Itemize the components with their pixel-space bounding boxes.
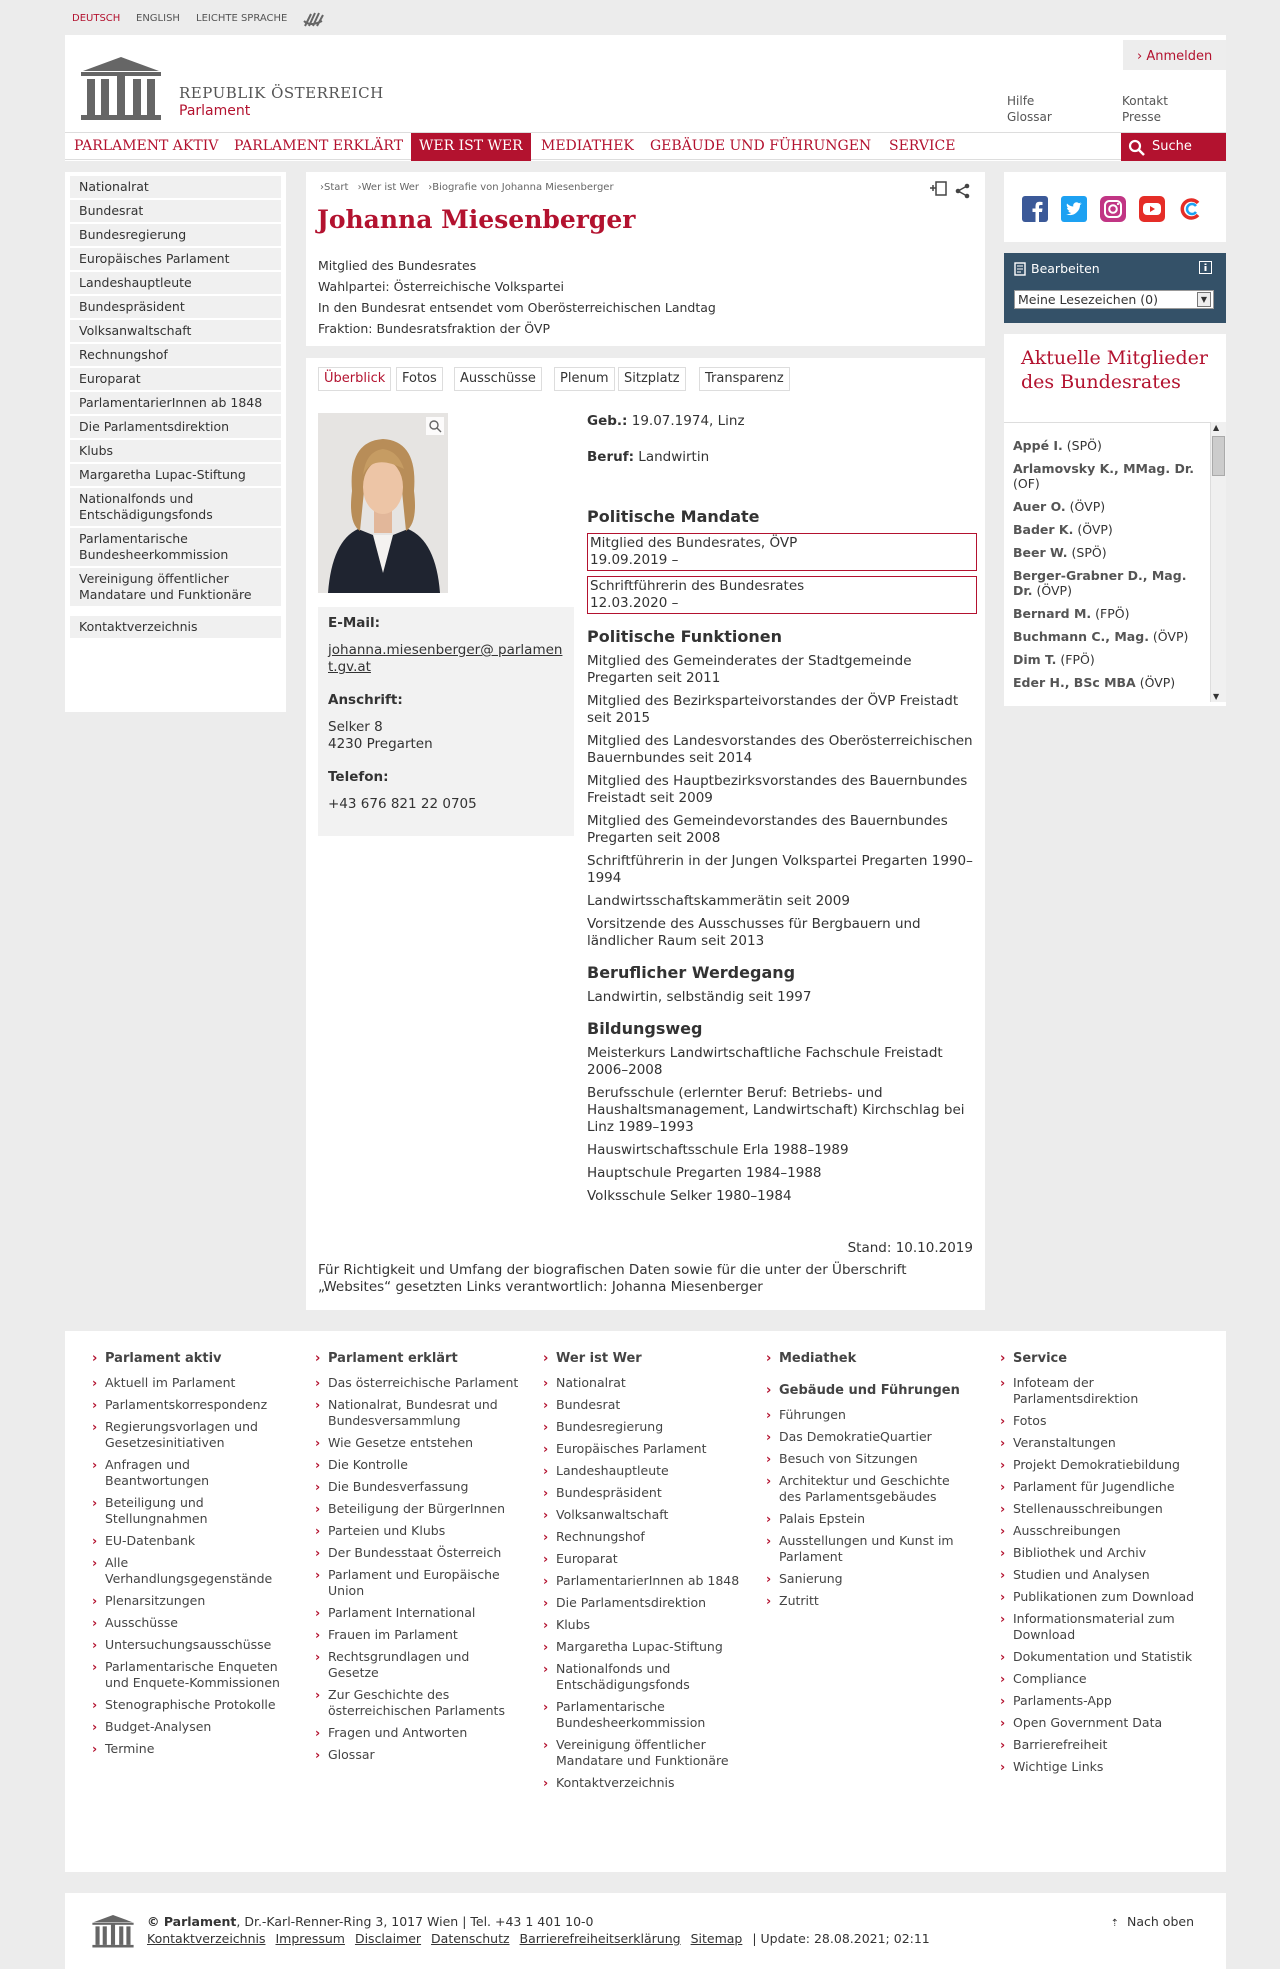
bio-details	[587, 413, 977, 1211]
footer-link-sitemap[interactable]: Sitemap	[690, 1931, 743, 1946]
instagram-icon[interactable]	[1100, 196, 1126, 222]
sidebar-item-landeshauptleute[interactable]: Landeshauptleute	[70, 272, 281, 296]
footer-heading[interactable]: › Mediathek	[766, 1351, 971, 1367]
footer-link[interactable]: › Stellenausschreibungen	[1000, 1501, 1205, 1517]
phone-label: Telefon:	[328, 769, 389, 785]
member-party: (ÖVP)	[1077, 522, 1113, 537]
sidebar-item-nationalfonds[interactable]: Nationalfonds und Entschädigungsfonds	[70, 488, 281, 528]
member-item[interactable]	[1013, 652, 1203, 667]
scroll-down-icon[interactable]: ▼	[1213, 692, 1220, 701]
member-item[interactable]	[1013, 606, 1203, 621]
tab-sitzplatz[interactable]: Sitzplatz	[618, 367, 686, 391]
member-name: Dim T.	[1013, 652, 1057, 667]
footer-link[interactable]: › Untersuchungsausschüsse	[92, 1637, 297, 1653]
footer-link[interactable]: › Ausstellungen und Kunst im Parlament	[766, 1533, 971, 1565]
footer-link[interactable]: › Das österreichische Parlament	[315, 1375, 520, 1391]
footer-link[interactable]: › Beteiligung der BürgerInnen	[315, 1501, 520, 1517]
member-item[interactable]	[1013, 461, 1203, 491]
social-box	[1004, 172, 1226, 242]
footer-org: © Parlament	[147, 1914, 237, 1929]
footer-link[interactable]: › Margaretha Lupac-Stiftung	[543, 1639, 748, 1655]
footer-link[interactable]: › Rechnungshof	[543, 1529, 748, 1545]
funktionen-item: Schriftführerin in der Jungen Volkspartei Pregarten 1990–1994	[587, 853, 973, 886]
member-name: Auer O.	[1013, 499, 1066, 514]
footer-link[interactable]: › ParlamentarierInnen ab 1848	[543, 1573, 748, 1589]
footer-link[interactable]: › Termine	[92, 1741, 297, 1757]
kontakt-link[interactable]: Kontakt	[1122, 94, 1168, 108]
footer-link[interactable]: › Das DemokratieQuartier	[766, 1429, 971, 1445]
footer-link[interactable]: › Nationalfonds und Entschädigungsfonds	[543, 1661, 748, 1693]
tab-fotos[interactable]: Fotos	[396, 367, 443, 391]
email-label: E-Mail:	[328, 615, 381, 631]
edit-box	[1004, 253, 1226, 323]
bildung-heading: Bildungsweg	[587, 1019, 703, 1038]
footer-link[interactable]: › Zutritt	[766, 1593, 971, 1609]
footer-link[interactable]: › Regierungsvorlagen und Gesetzesinitiativen	[92, 1419, 297, 1451]
lang-leichte-sprache[interactable]: LEICHTE SPRACHE	[196, 13, 288, 24]
footer-link-barrierefreiheit[interactable]: Barrierefreiheitserklärung	[519, 1931, 681, 1946]
mandate-date: 12.03.2020 –	[590, 595, 679, 611]
contact-box	[318, 607, 574, 836]
geb-value: 19.07.1974, Linz	[631, 413, 745, 429]
footer-update: | Update: 28.08.2021; 02:11	[752, 1931, 930, 1946]
member-party: (SPÖ)	[1066, 438, 1102, 453]
footer-link[interactable]: › Nationalrat	[543, 1375, 748, 1391]
member-name: Eder H., BSc MBA	[1013, 675, 1136, 690]
nav-service[interactable]: SERVICE	[889, 138, 956, 154]
footer-heading[interactable]: › Parlament erklärt	[315, 1351, 520, 1367]
bottom-bar	[65, 1893, 1226, 1969]
sidebar-nav	[65, 172, 286, 712]
member-party: (FPÖ)	[1095, 606, 1130, 621]
login-button[interactable]: › Anmelden	[1123, 40, 1226, 70]
footer-column-service	[1000, 1351, 1205, 1781]
bildung-item: Berufsschule (erlernter Beruf: Betriebs- und Haushaltsmanagement, Landwirtschaft) Kirchschlag bei Linz 1989–1993	[587, 1085, 965, 1135]
address-line: 4230 Pregarten	[328, 736, 433, 752]
funktionen-item: Landwirtsschaftskammerätin seit 2009	[587, 893, 850, 909]
page-title: Johanna Miesenberger	[317, 205, 636, 234]
footer-link[interactable]: › Volksanwaltschaft	[543, 1507, 748, 1523]
funktionen-item: Mitglied des Gemeindevorstandes des Bauernbundes Pregarten seit 2008	[587, 813, 948, 846]
beruf-value: Landwirtin	[638, 449, 710, 465]
tab-ausschuesse[interactable]: Ausschüsse	[454, 367, 542, 391]
bio-line: Mitglied des Bundesrates	[318, 258, 477, 273]
login-label: Anmelden	[1146, 49, 1213, 64]
footer-link[interactable]: › Stenographische Protokolle	[92, 1697, 297, 1713]
bio-content	[306, 358, 985, 1310]
footer-link[interactable]: › Bundesregierung	[543, 1419, 748, 1435]
breadcrumb-current: Biografie von Johanna Miesenberger	[432, 182, 614, 193]
tab-ueberblick[interactable]: Überblick	[318, 367, 391, 391]
footer-link[interactable]: › Besuch von Sitzungen	[766, 1451, 971, 1467]
sidebar-item-bundespraesident[interactable]: Bundespräsident	[70, 296, 281, 320]
footer-link[interactable]: › Ausschüsse	[92, 1615, 297, 1631]
footer-link[interactable]: › Parlamentarische Enqueten und Enquete-Kommissionen	[92, 1659, 297, 1691]
footer-link[interactable]: › Ausschreibungen	[1000, 1523, 1205, 1539]
footer-link[interactable]: › Budget-Analysen	[92, 1719, 297, 1735]
member-name: Arlamovsky K., MMag. Dr.	[1013, 461, 1194, 476]
footer-link[interactable]: › Parlament für Jugendliche	[1000, 1479, 1205, 1495]
nav-mediathek[interactable]: MEDIATHEK	[541, 138, 634, 154]
sidebar-item-parlamentsdirektion[interactable]: Die Parlamentsdirektion	[70, 416, 281, 440]
footer-link[interactable]: › Der Bundesstaat Österreich	[315, 1545, 520, 1561]
chevron-down-icon: ▼	[1197, 292, 1211, 307]
member-item[interactable]	[1013, 522, 1203, 537]
bildung-list	[587, 1045, 977, 1205]
members-scrollbar[interactable]	[1210, 422, 1226, 702]
help-links	[1007, 93, 1052, 125]
info-icon[interactable]	[1199, 261, 1212, 274]
footer-link[interactable]: › Plenarsitzungen	[92, 1593, 297, 1609]
footer-link[interactable]: › Wichtige Links	[1000, 1759, 1205, 1775]
footer-link[interactable]: › Fragen und Antworten	[315, 1725, 520, 1741]
bildung-item: Volksschule Selker 1980–1984	[587, 1188, 792, 1204]
footer-links	[147, 1931, 930, 1946]
footer-link[interactable]: › Parlaments-App	[1000, 1693, 1205, 1709]
mandate-date: 19.09.2019 –	[590, 552, 679, 568]
sidebar-item-kontaktverzeichnis[interactable]: Kontaktverzeichnis	[70, 616, 281, 640]
footer-link[interactable]: › Parlamentarische Bundesheerkommission	[543, 1699, 748, 1731]
footer-link[interactable]: › Studien und Analysen	[1000, 1567, 1205, 1583]
funktionen-item: Mitglied des Hauptbezirksvorstandes des Bauernbundes Freistadt seit 2009	[587, 773, 968, 806]
werdegang-heading: Beruflicher Werdegang	[587, 963, 796, 982]
funktionen-list	[587, 653, 977, 950]
funktionen-item: Mitglied des Landesvorstandes des Oberösterreichischen Bauernbundes seit 2014	[587, 733, 973, 766]
footer-link[interactable]: › Projekt Demokratiebildung	[1000, 1457, 1205, 1473]
back-to-top[interactable]	[1111, 1914, 1194, 1929]
mandate-title: Mitglied des Bundesrates, ÖVP	[590, 535, 798, 551]
footer-link[interactable]: › Glossar	[315, 1747, 520, 1763]
footer-link[interactable]: › Parteien und Klubs	[315, 1523, 520, 1539]
footer-link[interactable]: › Open Government Data	[1000, 1715, 1205, 1731]
phone-value: +43 676 821 22 0705	[328, 796, 477, 812]
arrow-up-icon: ⇡	[1110, 1918, 1120, 1929]
tab-plenum[interactable]: Plenum	[554, 367, 615, 391]
logo-title: REPUBLIK ÖSTERREICH	[179, 84, 384, 102]
footer-link[interactable]: › Infoteam der Parlamentsdirektion	[1000, 1375, 1205, 1407]
share-icon[interactable]	[955, 183, 971, 199]
bio-line: Wahlpartei: Österreichische Volkspartei	[318, 279, 564, 294]
nav-wer-ist-wer[interactable]: WER IST WER	[411, 133, 531, 161]
footer-column-parlament-erklaert	[315, 1351, 520, 1769]
footer-link[interactable]: › Fotos	[1000, 1413, 1205, 1429]
footer-link[interactable]: › Compliance	[1000, 1671, 1205, 1687]
footer-address	[147, 1914, 594, 1929]
mandate-title: Schriftführerin des Bundesrates	[590, 578, 805, 594]
nav-parlament-erklaert[interactable]: PARLAMENT ERKLÄRT	[234, 138, 404, 154]
sidebar-item-volksanwaltschaft[interactable]: Volksanwaltschaft	[70, 320, 281, 344]
bio-header	[306, 172, 985, 346]
footer-heading[interactable]: › Gebäude und Führungen	[766, 1383, 971, 1399]
member-item[interactable]	[1013, 545, 1203, 560]
address-line: Selker 8	[328, 719, 383, 735]
footer-link[interactable]: › Frauen im Parlament	[315, 1627, 520, 1643]
site-footer	[65, 1331, 1226, 1872]
language-bar	[0, 0, 1280, 35]
nav-parlament-aktiv[interactable]: PARLAMENT AKTIV	[74, 138, 219, 154]
footer-link[interactable]: › Die Kontrolle	[315, 1457, 520, 1473]
member-item[interactable]	[1013, 499, 1203, 514]
parliament-logo-icon[interactable]	[79, 55, 163, 121]
member-name: Beer W.	[1013, 545, 1068, 560]
logo-subtitle: Parlament	[179, 103, 251, 119]
sidebar-item-lupac[interactable]: Margaretha Lupac-Stiftung	[70, 464, 281, 488]
address-value	[328, 719, 564, 753]
lang-english[interactable]: ENGLISH	[136, 13, 180, 24]
glossar-link[interactable]: Glossar	[1007, 110, 1052, 124]
footer-link[interactable]: › Bundespräsident	[543, 1485, 748, 1501]
sidebar-item-europarat[interactable]: Europarat	[70, 368, 281, 392]
footer-link[interactable]: › Vereinigung öffentlicher Mandatare und Funktionäre	[543, 1737, 748, 1769]
footer-heading[interactable]: › Parlament aktiv	[92, 1351, 297, 1367]
stand-date: Stand: 10.10.2019	[847, 1240, 973, 1256]
footer-link[interactable]: › Parlamentskorrespondenz	[92, 1397, 297, 1413]
member-name: Bader K.	[1013, 522, 1074, 537]
main-nav	[65, 132, 1226, 160]
member-party: (ÖVP)	[1139, 675, 1176, 690]
footer-link-impressum[interactable]: Impressum	[275, 1931, 345, 1946]
footer-link[interactable]: › Sanierung	[766, 1571, 971, 1587]
bookmarks-select[interactable]	[1014, 290, 1214, 309]
sidebar-item-parlamentarier[interactable]: ParlamentarierInnen ab 1848	[70, 392, 281, 416]
funktionen-item: Mitglied des Bezirksparteivorstandes der ÖVP Freistadt seit 2015	[587, 693, 959, 726]
breadcrumb-wer-ist-wer[interactable]: Wer ist Wer	[361, 182, 420, 193]
sidebar-item-bundesregierung[interactable]: Bundesregierung	[70, 224, 281, 248]
footer-link[interactable]: › Publikationen zum Download	[1000, 1589, 1205, 1605]
footer-link[interactable]: › Informationsmaterial zum Download	[1000, 1611, 1205, 1643]
email-link[interactable]: johanna.miesenberger@ parlament.gv.at	[328, 642, 563, 675]
member-name: Bernard M.	[1013, 606, 1092, 621]
footer-link[interactable]: › Die Bundesverfassung	[315, 1479, 520, 1495]
footer-link[interactable]: › Architektur und Geschichte des Parlamentsgebäudes	[766, 1473, 971, 1505]
member-party: (FPÖ)	[1060, 652, 1095, 667]
footer-link-kontakt[interactable]: Kontaktverzeichnis	[147, 1931, 266, 1946]
address-label: Anschrift:	[328, 692, 403, 708]
footer-link[interactable]: › Zur Geschichte des österreichischen Parlaments	[315, 1687, 520, 1719]
footer-link[interactable]: › Landeshauptleute	[543, 1463, 748, 1479]
footer-heading[interactable]: › Wer ist Wer	[543, 1351, 748, 1367]
search-label: Suche	[1152, 139, 1192, 154]
footer-link[interactable]: › Wie Gesetze entstehen	[315, 1435, 520, 1451]
member-party: (SPÖ)	[1071, 545, 1107, 560]
footer-link[interactable]: › Bundesrat	[543, 1397, 748, 1413]
footer-link[interactable]: › Führungen	[766, 1407, 971, 1423]
footer-link[interactable]: › Dokumentation und Statistik	[1000, 1649, 1205, 1665]
footer-link[interactable]: › Parlament und Europäische Union	[315, 1567, 520, 1599]
member-name: Berger-Grabner D., Mag. Dr.	[1013, 568, 1187, 598]
lang-deutsch[interactable]: DEUTSCH	[72, 13, 121, 24]
footer-link[interactable]: › Parlament International	[315, 1605, 520, 1621]
sidebar-item-nationalrat[interactable]: Nationalrat	[70, 176, 281, 200]
member-party: (ÖVP)	[1036, 583, 1072, 598]
edit-title: Bearbeiten	[1031, 261, 1100, 276]
parliament-app-icon[interactable]	[1178, 196, 1204, 222]
portrait-photo[interactable]	[318, 413, 448, 593]
mandate-item[interactable]	[587, 576, 977, 614]
member-party: (ÖVP)	[1069, 499, 1106, 514]
footer-link[interactable]: › Palais Epstein	[766, 1511, 971, 1527]
footer-link[interactable]: › Veranstaltungen	[1000, 1435, 1205, 1451]
member-item[interactable]	[1013, 568, 1203, 598]
footer-link[interactable]: › Nationalrat, Bundesrat und Bundesversammlung	[315, 1397, 520, 1429]
footer-heading[interactable]: › Service	[1000, 1351, 1205, 1367]
sidebar-item-eu-parlament[interactable]: Europäisches Parlament	[70, 248, 281, 272]
hilfe-link[interactable]: Hilfe	[1007, 94, 1035, 108]
footer-link[interactable]: › Bibliothek und Archiv	[1000, 1545, 1205, 1561]
sidebar-item-bundesrat[interactable]: Bundesrat	[70, 200, 281, 224]
contact-links	[1122, 93, 1168, 125]
footer-link[interactable]: › Europäisches Parlament	[543, 1441, 748, 1457]
bio-line: Fraktion: Bundesratsfraktion der ÖVP	[318, 321, 551, 336]
member-party: (ÖVP)	[1152, 629, 1189, 644]
bookmark-icon	[1014, 262, 1026, 276]
footer-link[interactable]: › Klubs	[543, 1617, 748, 1633]
bildung-item: Meisterkurs Landwirtschaftliche Fachschule Freistadt 2006–2008	[587, 1045, 943, 1078]
funktionen-item: Mitglied des Gemeinderates der Stadtgemeinde Pregarten seit 2011	[587, 653, 912, 686]
facebook-icon[interactable]	[1022, 196, 1048, 222]
footer-link[interactable]: › Kontaktverzeichnis	[543, 1775, 748, 1791]
search-icon	[1128, 139, 1145, 156]
member-item[interactable]	[1013, 438, 1203, 453]
youtube-icon[interactable]	[1139, 196, 1165, 222]
disclaimer-text: Für Richtigkeit und Umfang der biografischen Daten sowie für die unter der Überschrift „Websites“ gesetzten Links verantwortlich: Johanna Miesenberger	[318, 1262, 907, 1295]
mandate-item[interactable]	[587, 533, 977, 571]
member-item[interactable]	[1013, 675, 1203, 690]
footer-column-parlament-aktiv	[92, 1351, 297, 1763]
parliament-logo-icon[interactable]	[91, 1914, 135, 1948]
member-item[interactable]	[1013, 629, 1203, 644]
bildung-item: Hauptschule Pregarten 1984–1988	[587, 1165, 822, 1181]
scroll-up-icon[interactable]: ▲	[1213, 423, 1220, 432]
bookmarks-select-value: Meine Lesezeichen (0)	[1018, 292, 1158, 307]
bildung-item: Hauswirtschaftsschule Erla 1988–1989	[587, 1142, 849, 1158]
members-list	[1013, 438, 1203, 698]
footer-link[interactable]: › EU-Datenbank	[92, 1533, 297, 1549]
footer-link[interactable]: › Aktuell im Parlament	[92, 1375, 297, 1391]
presse-link[interactable]: Presse	[1122, 110, 1161, 124]
werdegang-list	[587, 989, 977, 1006]
breadcrumb: ›Start ›Wer ist Wer ›Biografie von Johanna Miesenberger	[320, 182, 614, 193]
werdegang-item: Landwirtin, selbständig seit 1997	[587, 989, 812, 1005]
footer-column-wer-ist-wer	[543, 1351, 748, 1797]
back-to-top-label: Nach oben	[1127, 1914, 1194, 1929]
footer-link[interactable]: › Anfragen und Beantwortungen	[92, 1457, 297, 1489]
mandate-heading: Politische Mandate	[587, 507, 760, 526]
footer-address-text: , Dr.-Karl-Renner-Ring 3, 1017 Wien | Tel. +43 1 401 10-0	[236, 1914, 594, 1929]
footer-link[interactable]: › Die Parlamentsdirektion	[543, 1595, 748, 1611]
funktionen-heading: Politische Funktionen	[587, 627, 782, 646]
members-box	[1004, 334, 1226, 706]
footer-link[interactable]: › Europarat	[543, 1551, 748, 1567]
sidebar-item-vereinigung[interactable]: Vereinigung öffentlicher Mandatare und Funktionäre	[70, 568, 281, 608]
footer-link[interactable]: › Beteiligung und Stellungnahmen	[92, 1495, 297, 1527]
search-button[interactable]	[1121, 133, 1226, 161]
twitter-icon[interactable]	[1061, 196, 1087, 222]
beruf-label: Beruf:	[587, 449, 634, 465]
geb-label: Geb.:	[587, 413, 628, 429]
bio-summary	[318, 255, 716, 339]
sign-language-icon[interactable]	[302, 9, 326, 29]
nav-gebaeude[interactable]: GEBÄUDE UND FÜHRUNGEN	[650, 138, 872, 154]
sidebar-item-rechnungshof[interactable]: Rechnungshof	[70, 344, 281, 368]
sidebar-item-klubs[interactable]: Klubs	[70, 440, 281, 464]
footer-link-datenschutz[interactable]: Datenschutz	[431, 1931, 510, 1946]
footer-link[interactable]: › Barrierefreiheit	[1000, 1737, 1205, 1753]
member-party: (OF)	[1013, 476, 1040, 491]
footer-link[interactable]: › Rechtsgrundlagen und Gesetze	[315, 1649, 520, 1681]
footer-link[interactable]: › Alle Verhandlungsgegenstände	[92, 1555, 297, 1587]
members-title: Aktuelle Mitglieder des Bundesrates	[1021, 347, 1209, 393]
sidebar-item-bundesheerkommission[interactable]: Parlamentarische Bundesheerkommission	[70, 528, 281, 568]
bookmark-add-icon[interactable]	[929, 180, 949, 198]
tab-transparenz[interactable]: Transparenz	[699, 367, 790, 391]
footer-link-disclaimer[interactable]: Disclaimer	[354, 1931, 422, 1946]
member-name: Appé I.	[1013, 438, 1063, 453]
member-name: Buchmann C., Mag.	[1013, 629, 1149, 644]
breadcrumb-start[interactable]: Start	[324, 182, 349, 193]
footer-column-mediathek	[766, 1351, 971, 1615]
bio-line: In den Bundesrat entsendet vom Oberösterreichischen Landtag	[318, 300, 716, 315]
funktionen-item: Vorsitzende des Ausschusses für Bergbauern und ländlicher Raum seit 2013	[587, 916, 921, 949]
